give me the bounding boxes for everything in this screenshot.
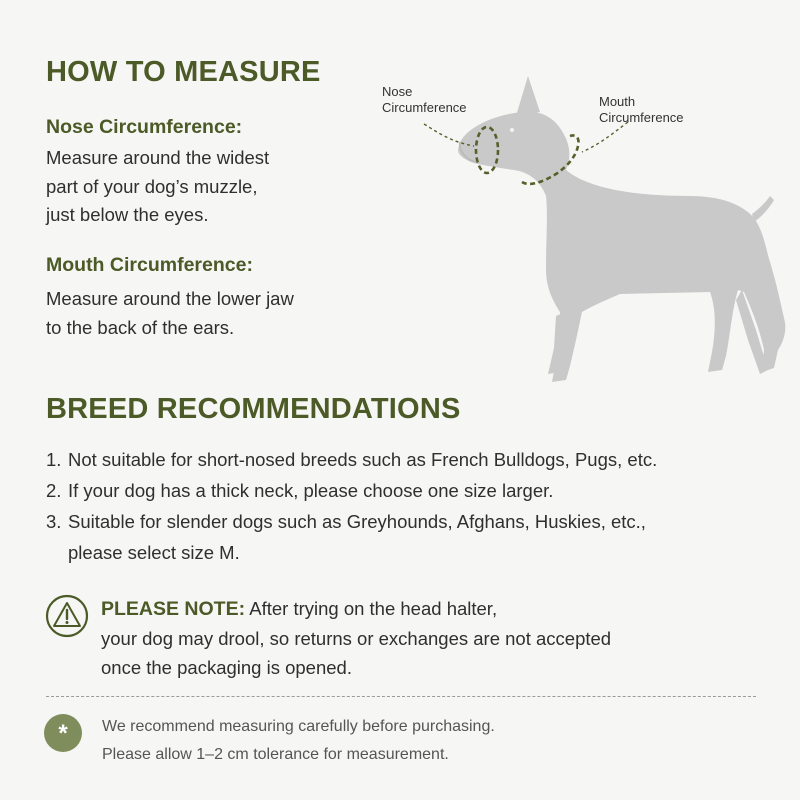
description-line: Measure around the widest	[46, 147, 270, 168]
description-line: Measure around the lower jaw	[46, 288, 294, 309]
list-item	[46, 506, 657, 537]
footer-line: Please allow 1–2 cm tolerance for measurement.	[102, 746, 449, 763]
nose-circumference-description	[46, 144, 269, 230]
dashed-divider	[46, 696, 756, 697]
nose-circumference-title: Nose Circumference:	[46, 116, 243, 138]
nose-circumference-label	[382, 84, 467, 116]
note-title: PLEASE NOTE:	[101, 598, 246, 620]
mouth-circumference-label	[599, 94, 684, 126]
list-item-continuation: please select size M.	[68, 542, 240, 563]
warning-icon	[45, 594, 89, 638]
label-line: Circumference	[599, 110, 684, 125]
mouth-circumference-title: Mouth Circumference:	[46, 254, 253, 276]
list-item	[46, 475, 657, 506]
list-item-number: 2.	[46, 480, 62, 501]
footer-note	[102, 713, 495, 769]
dog-silhouette-icon	[370, 70, 790, 390]
please-note	[101, 594, 611, 682]
note-line	[101, 594, 611, 624]
note-line: your dog may drool, so returns or exchanges are not accepted	[101, 628, 612, 649]
asterisk-icon: *	[44, 714, 82, 752]
footer-line: We recommend measuring carefully before purchasing.	[102, 718, 495, 735]
note-text: After trying on the head halter,	[249, 598, 498, 619]
description-line: part of your dog’s muzzle,	[46, 175, 258, 197]
list-item-text: If your dog has a thick neck, please choose one size larger.	[68, 480, 554, 501]
list-item-text: Suitable for slender dogs such as Greyhounds, Afghans, Huskies, etc.,	[68, 511, 646, 532]
list-item-number: 3.	[46, 511, 62, 532]
measure-heading: HOW TO MEASURE	[46, 56, 321, 88]
breed-heading: BREED RECOMMENDATIONS	[46, 393, 461, 425]
note-line: once the packaging is opened.	[101, 657, 352, 678]
label-line: Circumference	[382, 100, 467, 115]
description-line: to the back of the ears.	[46, 316, 235, 338]
label-line: Mouth	[599, 94, 636, 109]
mouth-circumference-description	[46, 285, 294, 342]
list-item-text: Not suitable for short-nosed breeds such as French Bulldogs, Pugs, etc.	[68, 449, 658, 470]
label-line: Nose	[382, 84, 413, 99]
breed-recommendations-list	[46, 444, 657, 568]
list-item-number: 1.	[46, 449, 62, 470]
list-item	[46, 444, 657, 475]
description-line: just below the eyes.	[46, 204, 209, 225]
